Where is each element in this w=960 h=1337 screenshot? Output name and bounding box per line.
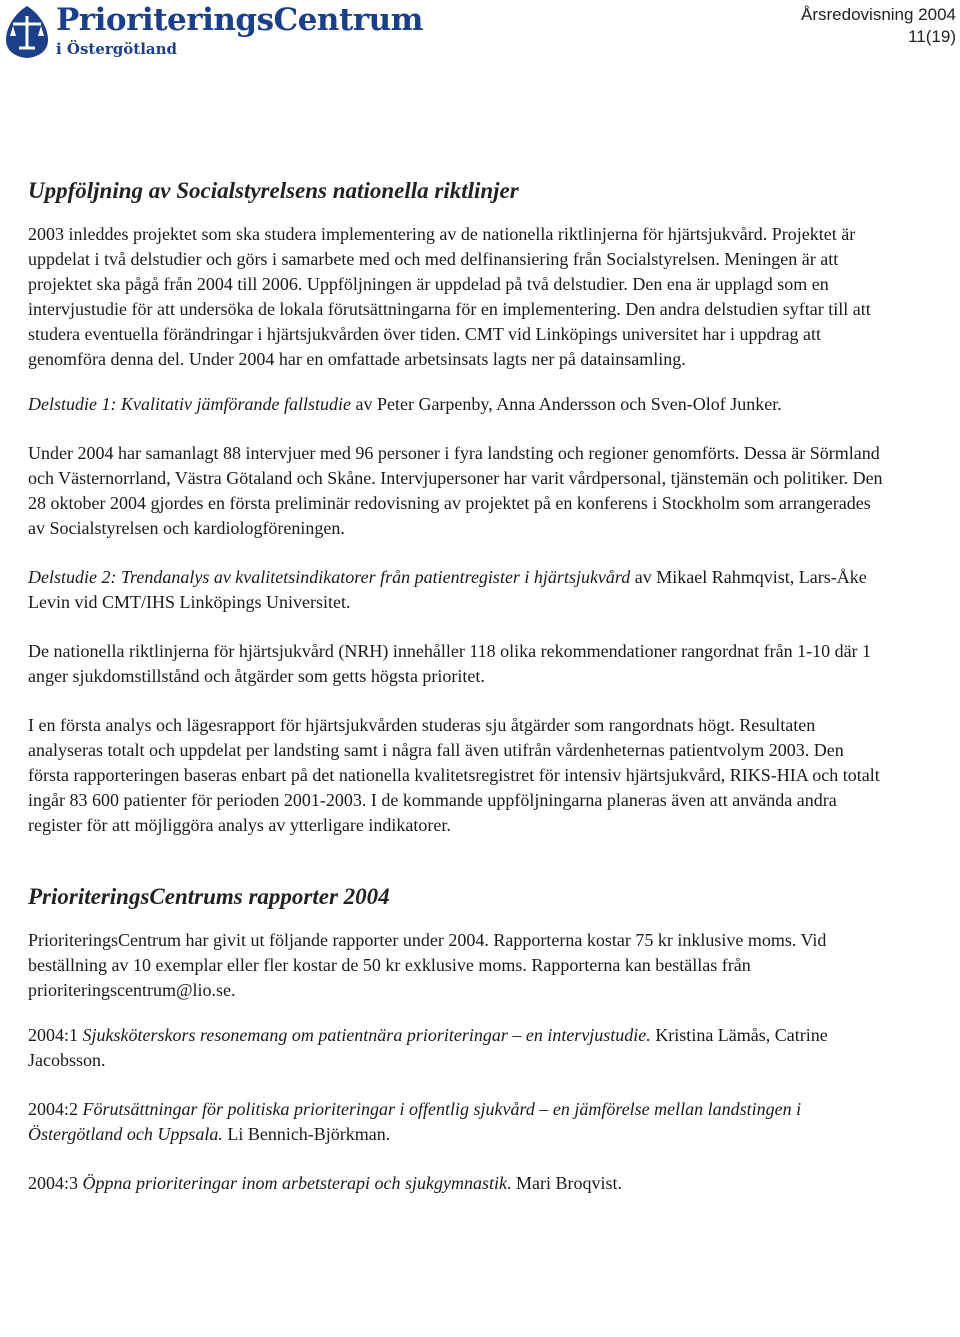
header-meta	[801, 4, 956, 48]
paragraph-reports-intro: PrioriteringsCentrum har givit ut följande rapporter under 2004. Rapporterna kostar 75 kr inklusive moms. Vid beställning av 10 exemplar eller fler kostar de 50 kr exklusive moms. Rapporterna kan beställas från prioriteringscentrum@lio.se.	[28, 930, 827, 1000]
report-authors: . Mari Broqvist.	[507, 1173, 622, 1193]
report-item	[28, 1023, 884, 1073]
document-body	[28, 176, 884, 1196]
report-item	[28, 1171, 884, 1196]
paragraph-study2-title	[28, 565, 884, 615]
study1-title: Delstudie 1: Kvalitativ jämförande fallstudie	[28, 394, 351, 414]
report-number: 2004:2	[28, 1099, 83, 1119]
paragraph-intro: 2003 inleddes projektet som ska studera implementering av de nationella riktlinjerna för hjärtsjukvård. Projektet är uppdelat i två delstudier och görs i samarbete med och med delfinansiering från Socialstyrelsen. Meningen är att projektet ska pågå från 2004 till 2006. Uppföljningen är uppdelad på två delstudier. Den ena är upplagd som en intervjustudie för att undersöka de lokala förutsättningarna för en implementering. Den andra delstudien syftar till att studera eventuella förändringar i hjärtsjukvården över tiden. CMT vid Linköpings universitet har i uppdrag att genomföra denna del. Under 2004 har en omfattade arbetsinsats lagts ner på datainsamling.	[28, 224, 871, 369]
logo-scale-icon	[2, 4, 52, 60]
paragraph-study1-title	[28, 392, 884, 417]
section-heading-riktlinjer: Uppföljning av Socialstyrelsens nationella riktlinjer	[28, 178, 519, 203]
report-number: 2004:1	[28, 1025, 83, 1045]
paragraph-study2-guidelines: De nationella riktlinjerna för hjärtsjukvård (NRH) innehåller 118 olika rekommendationer rangordnat från 1-10 där 1 anger sjukdomstillstånd och åtgärder som getts högsta prioritet.	[28, 641, 872, 686]
paragraph-study2-analysis: I en första analys och lägesrapport för hjärtsjukvården studeras sju åtgärder som rangordnats högt. Resultaten analyseras totalt och uppdelat per landsting samt i några fall även utifrån vårdenheternas patientvolym 2003. Den första rapporteringen baseras enbart på det nationella kvalitetsregistret för intensiv hjärtsjukvård, RIKS-HIA och totalt ingår 83 600 patienter för perioden 2001-2003. I de kommande uppföljningarna planeras även att använda andra register för att möjliggöra analys av ytterligare indikatorer.	[28, 715, 880, 835]
study2-authors: av Mikael Rahmqvist, Lars-Åke Levin vid CMT/IHS Linköpings Universitet.	[28, 567, 867, 612]
report-number: 2004:3	[28, 1173, 83, 1193]
report-authors: Kristina Lämås, Catrine Jacobsson.	[28, 1025, 828, 1070]
paragraph-study1: Under 2004 har samanlagt 88 intervjuer med 96 personer i fyra landsting och regioner genomförts. Dessa är Sörmland och Västernorrland, Västra Götaland och Skåne. Intervjupersoner har varit vårdpersonal, tjänstemän och politiker. Den 28 oktober 2004 gjordes en första preliminär redovisning av projektet på en konferens i Stockholm som arrangerades av Socialstyrelsen och kardiologföreningen.	[28, 443, 883, 538]
report-item	[28, 1097, 884, 1147]
page-header	[0, 0, 960, 70]
page-number: 11(19)	[908, 27, 956, 46]
report-title: Förutsättningar för politiska prioriteringar i offentlig sjukvård – en jämförelse mellan landstingen i Östergötland och Uppsala.	[28, 1099, 802, 1144]
report-title: Sjuksköterskors resonemang om patientnära prioriteringar – en intervjustudie.	[82, 1025, 651, 1045]
study1-authors: av Peter Garpenby, Anna Andersson och Sven-Olof Junker.	[350, 394, 782, 414]
section-heading-rapporter: PrioriteringsCentrums rapporter 2004	[28, 884, 390, 909]
study2-title: Delstudie 2: Trendanalys av kvalitetsindikatorer från patientregister i hjärtsjukvård	[28, 567, 631, 587]
report-authors: Li Bennich-Björkman.	[222, 1124, 391, 1144]
logo-subtitle: i Östergötland	[56, 40, 178, 58]
report-title: Årsredovisning 2004	[801, 5, 956, 24]
logo-title: PrioriteringsCentrum	[56, 2, 423, 38]
report-title: Öppna prioriteringar inom arbetsterapi och sjukgymnastik	[82, 1173, 507, 1193]
